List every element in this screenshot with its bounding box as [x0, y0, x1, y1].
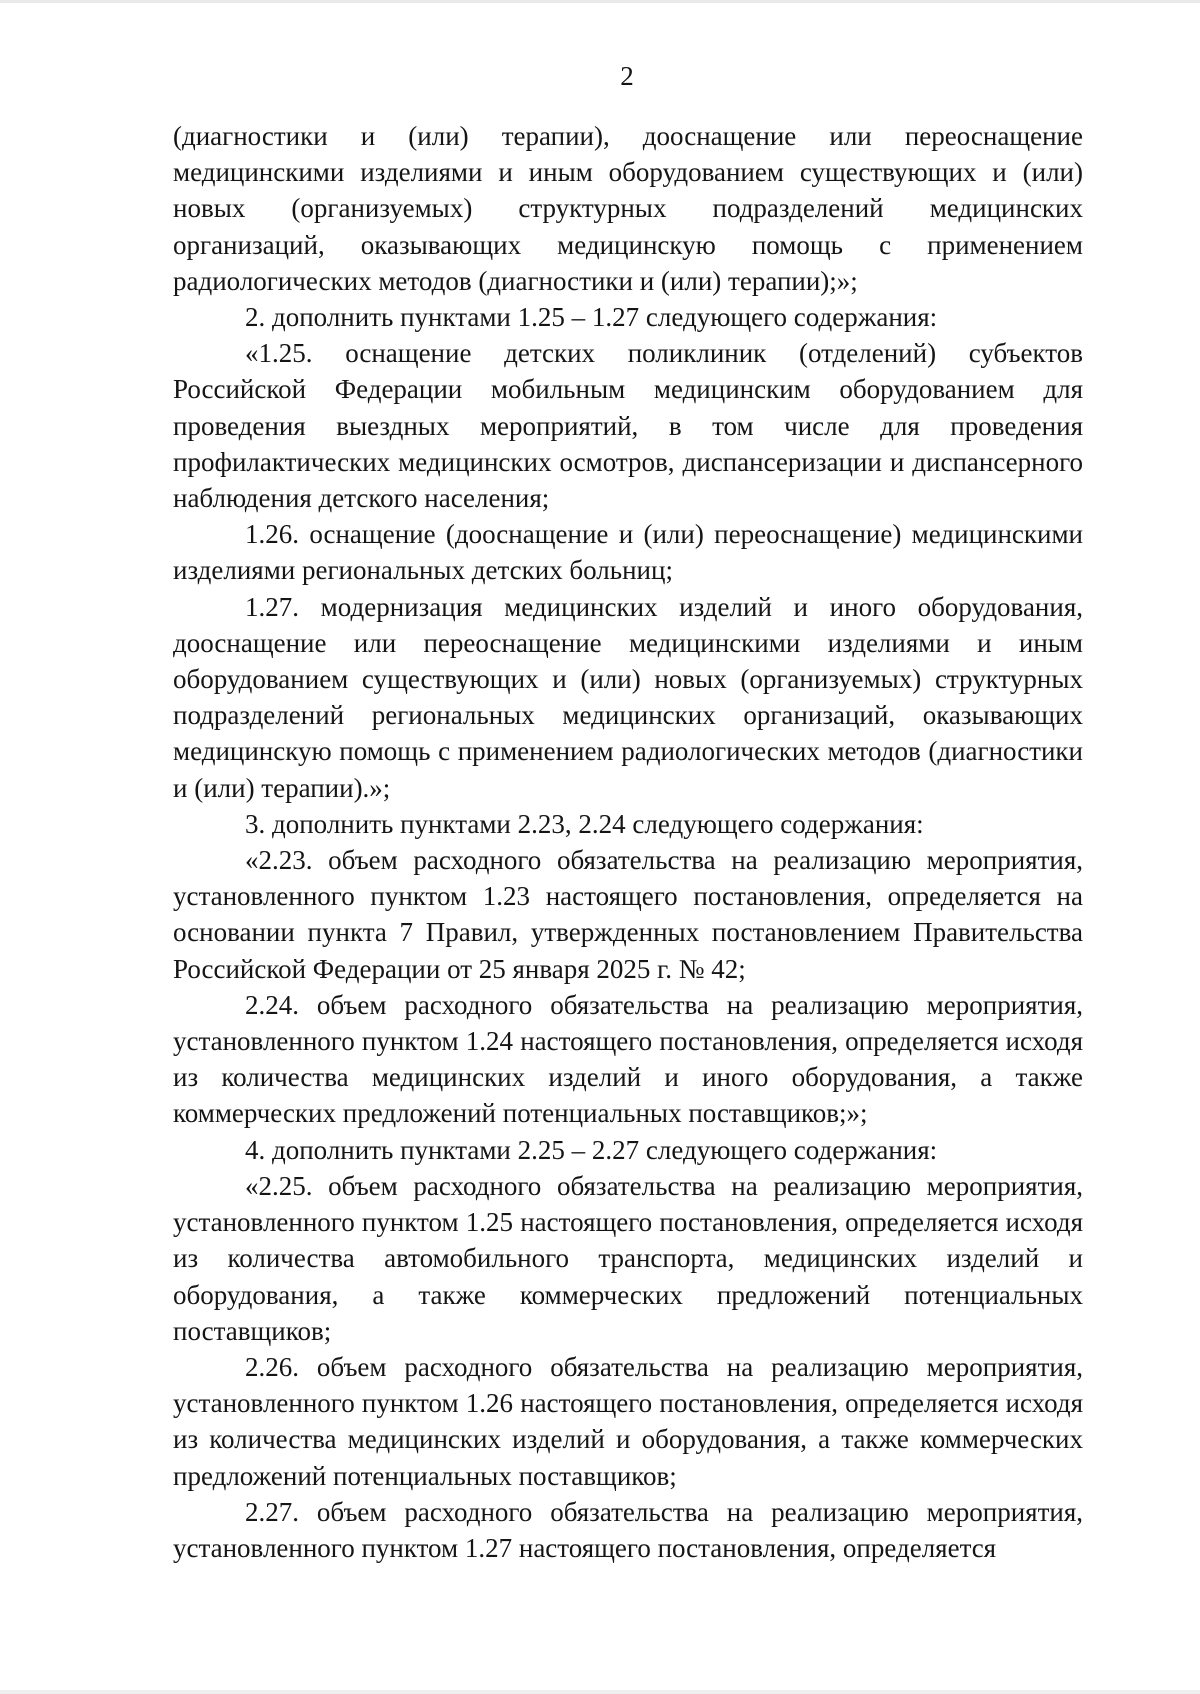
- page-number: 2: [620, 61, 634, 91]
- paragraph-item-2-25: «2.25. объем расходного обязательства на реализацию мероприятия, установленного пунктом 1.25 настоящего постановления, определяется исходя из количества автомобильного транспорта, медицинских изделий и оборудования, а также коммерческих предложений потенциальных поставщиков;: [173, 1170, 1083, 1346]
- document-body: [173, 118, 1083, 1566]
- scan-edge-bottom: [0, 1690, 1200, 1694]
- paragraph-item-4: 4. дополнить пунктами 2.25 – 2.27 следующего содержания:: [245, 1134, 938, 1165]
- paragraph-item-2-26: 2.26. объем расходного обязательства на реализацию мероприятия, установленного пунктом 1.26 настоящего постановления, определяется исходя из количества медицинских изделий и оборудования, а также коммерческих предложений потенциальных поставщиков;: [173, 1351, 1083, 1491]
- scan-edge-top: [0, 0, 1200, 3]
- paragraph-item-2-23: «2.23. объем расходного обязательства на реализацию мероприятия, установленного пунктом 1.23 настоящего постановления, определяется на основании пункта 7 Правил, утвержденных постановлением Правительства Российской Федерации от 25 января 2025 г. № 42;: [173, 845, 1083, 984]
- paragraph-item-2: 2. дополнить пунктами 1.25 – 1.27 следующего содержания:: [245, 302, 938, 333]
- paragraph-item-3: 3. дополнить пунктами 2.23, 2.24 следующего содержания:: [245, 808, 924, 839]
- paragraph-continuation: (диагностики и (или) терапии), дооснащение или переоснащение медицинскими изделиями и иным оборудованием существующих и (или) новых (организуемых) структурных подразделений медицинских организаций, оказывающих медицинскую помощь с применением радиологических методов (диагностики и (или) терапии);»;: [173, 121, 1083, 296]
- paragraph-item-2-24: 2.24. объем расходного обязательства на реализацию мероприятия, установленного пунктом 1.24 настоящего постановления, определяется исходя из количества медицинских изделий и иного оборудования, а также коммерческих предложений потенциальных поставщиков;»;: [173, 989, 1083, 1129]
- paragraph-item-2-27: 2.27. объем расходного обязательства на реализацию мероприятия, установленного пунктом 1.27 настоящего постановления, определяется: [173, 1496, 1083, 1563]
- paragraph-item-1-26: 1.26. оснащение (дооснащение и (или) переоснащение) медицинскими изделиями региональных детских больниц;: [173, 519, 1083, 586]
- paragraph-item-1-27: 1.27. модернизация медицинских изделий и иного оборудования, дооснащение или переоснащение медицинскими изделиями и иным оборудованием существующих и (или) новых (организуемых) структурных подразделений региональных медицинских организаций, оказывающих медицинскую помощь с применением радиологических методов (диагностики и (или) терапии).»;: [173, 591, 1083, 803]
- paragraph-item-1-25: «1.25. оснащение детских поликлиник (отделений) субъектов Российской Федерации мобильным медицинским оборудованием для проведения выездных мероприятий, в том числе для проведения профилактических медицинских осмотров, диспансеризации и диспансерного наблюдения детского населения;: [173, 338, 1083, 514]
